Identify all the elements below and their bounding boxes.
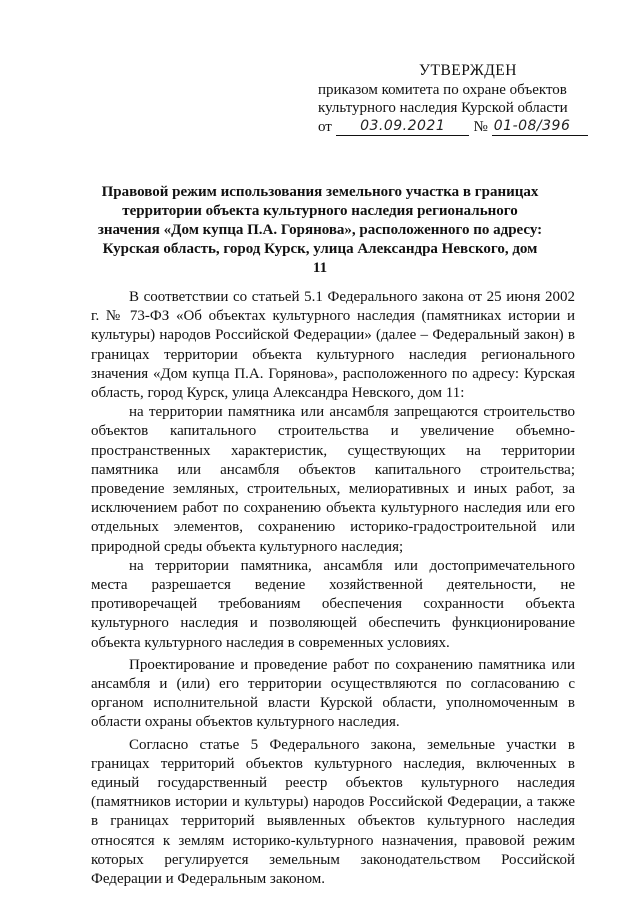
document-body (91, 288, 575, 889)
order-number-handwritten: 01-08/396 (493, 118, 571, 134)
paragraph-4: Проектирование и проведение работ по сохранению памятника или ансамбля и (или) его территории осуществляются по согласованию с органом исполнительной власти Курской области, уполномоченным в области охраны объектов культурного наследия. (91, 656, 575, 731)
approval-line-2: культурного наследия Курской области (318, 100, 568, 116)
order-reference (318, 117, 588, 136)
from-label: от (318, 119, 332, 135)
document-title: Правовой режим использования земельного участка в границах территории объекта культурного наследия регионального значения «Дом купца П.А. Горянова», расположенного по адресу: Курская область, город Курск, улица Александра Невского, дом 11 (97, 184, 543, 276)
order-date-handwritten: 03.09.2021 (360, 118, 446, 134)
paragraph-3: на территории памятника, ансамбля или достопримечательного места разрешается ведение хозяйственной деятельности, не противоречащей требованиям обеспечения сохранности объекта культурного наследия и позволяющей обеспечить функционирование объекта культурного наследия в современных условиях. (91, 557, 575, 651)
number-sign: № (473, 119, 488, 135)
paragraph-2: на территории памятника или ансамбля запрещаются строительство объектов капитального строительства и увеличение объемно-пространственных характеристик, существующих на территории памятника или ансамбля объектов капитального строительства; проведение земляных, строительных, мелиоративных и иных работ, за исключением работ по сохранению объекта культурного наследия или его отдельных элементов, сохранению историко-градостроительной или природной среды объекта культурного наследия; (91, 404, 575, 555)
paragraph-5: Согласно статье 5 Федерального закона, земельные участки в границах территорий объектов культурного наследия, включенных в единый государственный реестр объектов культурного наследия (памятников истории и культуры) народов Российской Федерации, а также в границах территорий выявленных объектов культурного наследия относятся к землям историко-культурного назначения, правовой режим которых регулируется земельным законодательством Российской Федерации и Федеральным законом. (91, 736, 575, 888)
approval-title: УТВЕРЖДЕН (419, 62, 517, 79)
approval-line-1: приказом комитета по охране объектов (318, 82, 567, 98)
order-number-field (492, 117, 588, 136)
approval-block (318, 62, 588, 136)
paragraph-1: В соответствии со статьей 5.1 Федерального закона от 25 июня 2002 г. № 73-ФЗ «Об объектах культурного наследия (памятниках истории и культуры) народов Российской Федерации» (далее – Федеральный закон) в границах территории объекта культурного наследия регионального значения «Дом купца П.А. Горянова», расположенного по адресу: Курская область, город Курск, улица Александра Невского, дом 11: (91, 289, 575, 402)
order-date-field (336, 117, 470, 136)
